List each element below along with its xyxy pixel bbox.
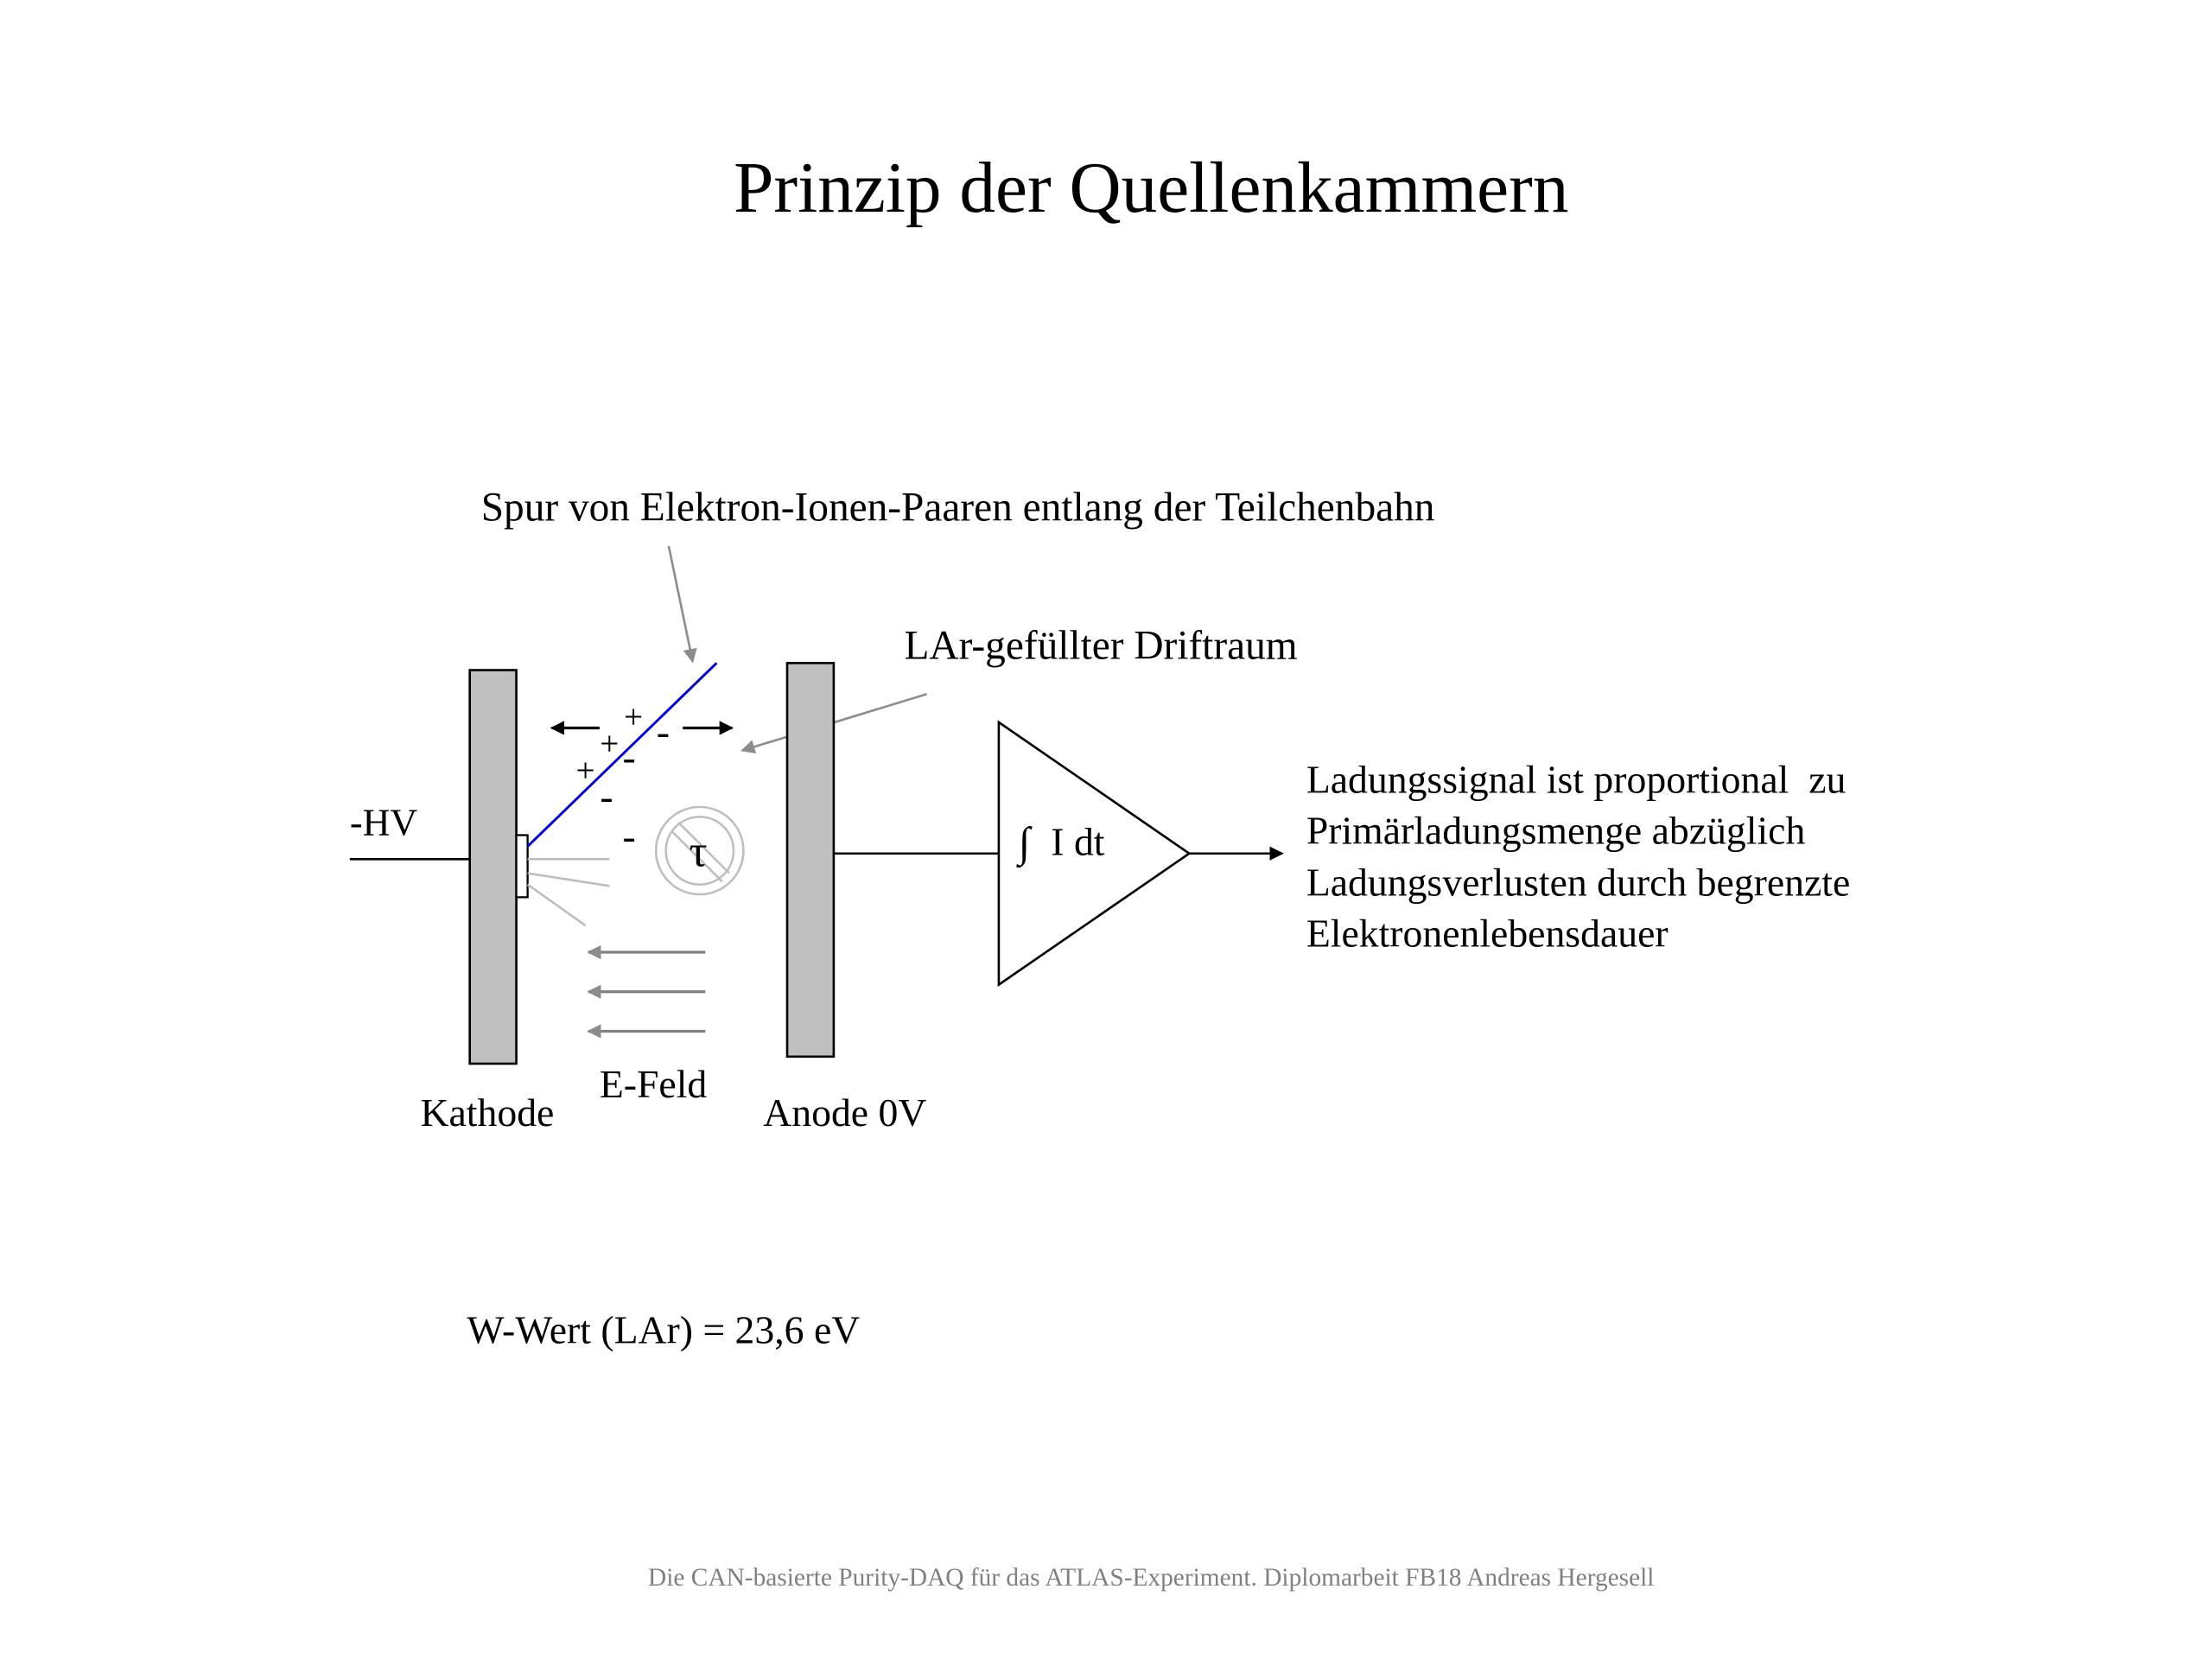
integrator-label: I dt: [1051, 819, 1105, 864]
efield-label: E-Feld: [599, 1062, 708, 1107]
svg-text:Primärladungsmenge abzüglich: Primärladungsmenge abzüglich: [1306, 808, 1806, 853]
w-value: W-Wert (LAr) = 23,6 eV: [467, 1307, 861, 1352]
integral-symbol: ∫: [1018, 818, 1031, 867]
svg-text:+: +: [624, 698, 644, 736]
anode-label: Anode 0V: [763, 1090, 927, 1135]
anode-electrode: [787, 663, 834, 1057]
svg-text:Ladungssignal ist proportional: Ladungssignal ist proportional zu: [1306, 757, 1847, 802]
svg-text:-: -: [600, 774, 613, 819]
svg-text:Elektronenlebensdauer: Elektronenlebensdauer: [1306, 911, 1669, 956]
track-label: Spur von Elektron-Ionen-Paaren entlang der Teilchenbahn: [480, 485, 1435, 531]
radioactive-source: [517, 836, 528, 898]
svg-text:+: +: [600, 725, 620, 763]
svg-text:-: -: [656, 709, 670, 754]
hv-label: -HV: [349, 801, 418, 844]
svg-text:+: +: [575, 752, 595, 790]
slide-title: Prinzip der Quellenkammern: [734, 148, 1569, 228]
svg-text:Ladungsverlusten durch begrenz: Ladungsverlusten durch begrenzte: [1306, 860, 1851, 905]
slide-footer: Die CAN-basierte Purity-DAQ für das ATLAS-Experiment. Diplomarbeit FB18 Andreas Hergesell: [648, 1564, 1655, 1592]
svg-text:-: -: [622, 813, 636, 858]
cathode-label: Kathode: [420, 1090, 555, 1135]
cathode-electrode: [470, 671, 517, 1065]
svg-text:τ: τ: [689, 826, 708, 877]
svg-text:-: -: [622, 734, 636, 779]
drift-space-label: LAr-gefüllter Driftraum: [904, 623, 1298, 669]
